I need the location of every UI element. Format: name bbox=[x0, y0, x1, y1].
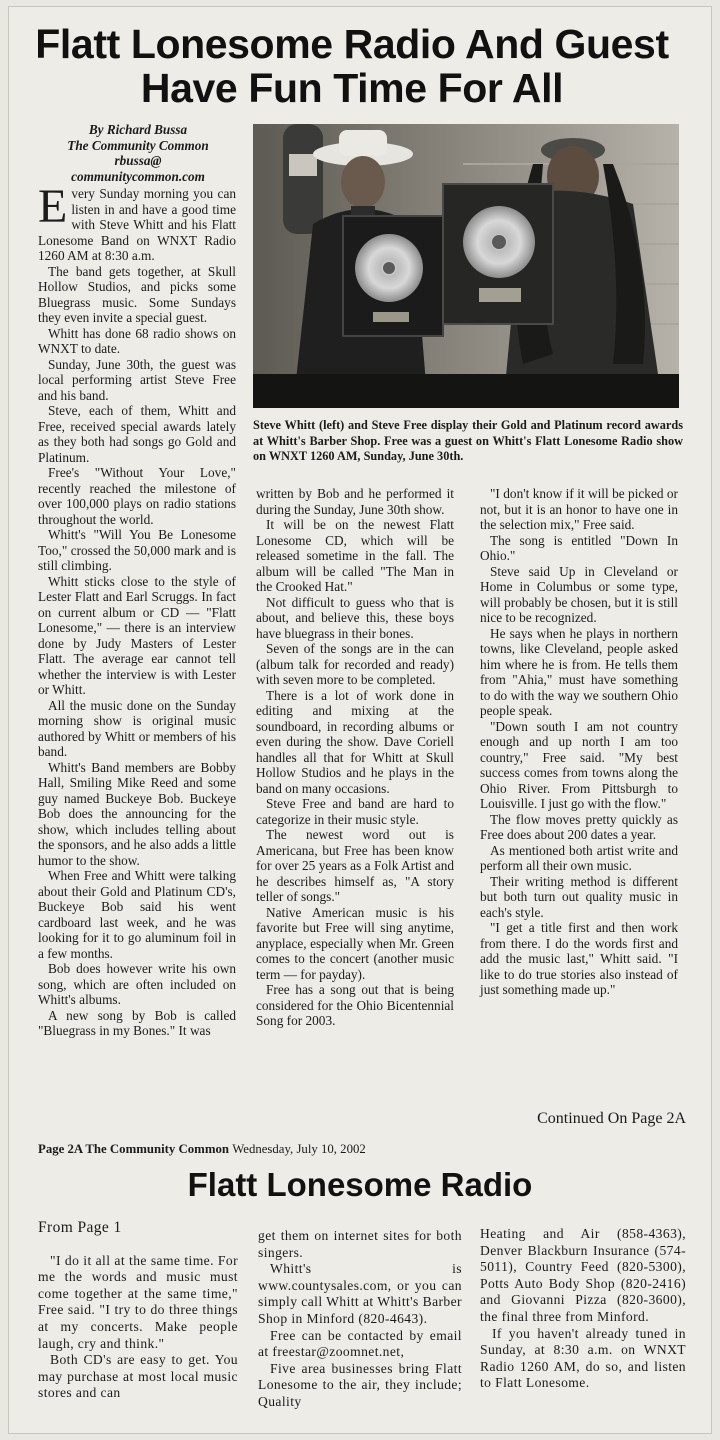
photo-illustration bbox=[253, 124, 679, 408]
article-column-2 bbox=[256, 486, 454, 1029]
footer-date: Wednesday, July 10, 2002 bbox=[232, 1142, 366, 1156]
paragraph: All the music done on the Sunday morning show is original music authored by Whitt or members of his band. bbox=[38, 697, 236, 759]
paragraph: Steve, each of them, Whitt and Free, received special awards lately as they both had songs go Gold and Platinum. bbox=[38, 403, 236, 465]
continuation-column-3 bbox=[480, 1226, 686, 1392]
continuation-column-1 bbox=[38, 1220, 238, 1402]
paragraph: Steve Free and band are hard to categorize in their music style. bbox=[256, 796, 454, 827]
paragraph: Whitt's is www.countysales.com, or you can simply call Whitt at Whitt's Barber Shop in Minford (820-4643). bbox=[258, 1261, 462, 1326]
headline: Flatt Lonesome Radio And Guest Have Fun Time For All bbox=[35, 21, 669, 111]
photo-caption: Steve Whitt (left) and Steve Free display their Gold and Platinum record awards at Whitt's Barber Shop. Free was a guest on Whitt's Flatt Lonesome Radio show on WNXT 1260 AM, Sunday, June 30th. bbox=[253, 418, 683, 464]
paragraph: "I do it all at the same time. For me the words and music must come together at the same time," Free said. "I try to do three things at my concerts. Make people laugh, cry and think." bbox=[38, 1252, 238, 1351]
paragraph: A new song by Bob is called "Bluegrass in my Bones." It was bbox=[38, 1007, 236, 1038]
paragraph: There is a lot of work done in editing and mixing at the soundboard, in recording albums or even during the show. Dave Coriell handles all that for Whitt at Skull Hollow Studios and he plays in the band on many occasions. bbox=[256, 687, 454, 796]
from-page-label: From Page 1 bbox=[38, 1219, 122, 1236]
paragraph: Free's "Without Your Love," recently reached the milestone of over 100,000 plays on radio stations throughout the world. bbox=[38, 465, 236, 527]
paragraph: If you haven't already tuned in Sunday, at 8:30 a.m. on WNXT Radio 1260 AM, do so, and listen to Flatt Lonesome. bbox=[480, 1325, 686, 1391]
paragraph: Whitt's "Will You Be Lonesome Too," crossed the 50,000 mark and is still climbing. bbox=[38, 527, 236, 573]
byline-email-domain: communitycommon.com bbox=[71, 168, 205, 184]
paragraph: The song is entitled "Down In Ohio." bbox=[480, 532, 678, 563]
paragraph: Free can be contacted by email at freestar@zoomnet.net, bbox=[258, 1327, 462, 1360]
paragraph: "I don't know if it will be picked or not, but it is an honor to have one in the selection mix," Free said. bbox=[480, 486, 678, 532]
paragraph: Free has a song out that is being considered for the Ohio Bicentennial Song for 2003. bbox=[256, 982, 454, 1028]
paragraph: Steve said Up in Cleveland or Home in Columbus or some type, will probably be chosen, but it is still nice to be recognized. bbox=[480, 563, 678, 625]
paragraph: As mentioned both artist write and perform all their own music. bbox=[480, 842, 678, 873]
byline-paper: The Community Common bbox=[67, 137, 209, 153]
paragraph: Sunday, June 30th, the guest was local performing artist Steve Free and his band. bbox=[38, 356, 236, 403]
paragraph: Bob does however write his own song, which are often included on Whitt's albums. bbox=[38, 961, 236, 1007]
paragraph: Whitt sticks close to the style of Lester Flatt and Earl Scruggs. In fact on current album or CD — "Flatt Lonesome," — there is an interview done by Judy Masters of Lester Flatt. The average ear cannot tell whether the interview is with Lester or Whitt. bbox=[38, 573, 236, 697]
paragraph: It will be on the newest Flatt Lonesome CD, which will be released sometime in the fall. The album will be called "The Man in the Crooked Hat." bbox=[256, 517, 454, 594]
paragraph: When Free and Whitt were talking about their Gold and Platinum CD's, Buckeye Bob said his went cardboard last week, and he was looking for it to go aluminum foil in a few months. bbox=[38, 868, 236, 961]
paragraph: Every Sunday morning you can listen in and have a good time with Steve Whitt and his Flatt Lonesome Band on WNXT Radio 1260 AM at 8:30 a.m. bbox=[38, 180, 236, 263]
paragraph: The flow moves pretty quickly as Free does about 200 dates a year. bbox=[480, 811, 678, 842]
paragraph: Native American music is his favorite but Free will sing anytime, anyplace, especially when Mr. Green comes to the concert (another music term — for payday). bbox=[256, 904, 454, 982]
paragraph: Both CD's are easy to get. You may purchase at most local music stores and can bbox=[38, 1352, 238, 1401]
paragraph: Not difficult to guess who that is about, and believe this, these boys have bluegrass in their bones. bbox=[256, 594, 454, 641]
paragraph: Their writing method is different but both turn out quality music in each's style. bbox=[480, 873, 678, 920]
continued-on-page: Continued On Page 2A bbox=[537, 1110, 686, 1127]
article-column-1 bbox=[38, 180, 236, 1039]
paragraph: written by Bob and he performed it during the Sunday, June 30th show. bbox=[256, 486, 454, 517]
paragraph: Heating and Air (858-4363), Denver Blackburn Insurance (574-5011), Country Feed (820-5300), Potts Auto Body Shop (820-2416) and Giovanni Pizza (820-3600), the final three from Minford. bbox=[480, 1226, 686, 1324]
byline-author: By Richard Bussa bbox=[88, 122, 188, 137]
byline-email-user: rbussa@ bbox=[114, 153, 162, 168]
paragraph: Whitt's Band members are Bobby Hall, Smiling Mike Reed and some guy named Buckeye Bob. Buckeye Bob does the announcing for the show, which includes telling about the sponsors, and he also adds a little humor to the show. bbox=[38, 759, 236, 868]
continuation-column-2 bbox=[258, 1228, 462, 1411]
paragraph: The band gets together, at Skull Hollow Studios, and picks some Bluegrass music. Some Sundays they even invite a special guest. bbox=[38, 263, 236, 325]
page-footer bbox=[38, 1142, 698, 1157]
paragraph: Seven of the songs are in the can (album talk for recorded and ready) with seven more to be completed. bbox=[256, 641, 454, 687]
paragraph: The newest word out is Americana, but Free has been know for over 25 years as a Folk Artist and he describes himself as, "A story teller of songs." bbox=[256, 827, 454, 904]
paragraph: get them on internet sites for both singers. bbox=[258, 1228, 462, 1260]
continuation-headline: Flatt Lonesome Radio bbox=[187, 1166, 533, 1203]
paragraph: "Down south I am not country enough and up north I am too country," Free said. "My best success comes from towns along the Ohio River. From Pittsburgh to Louisville. I just go with the flow." bbox=[480, 718, 678, 811]
article-column-3 bbox=[480, 486, 678, 998]
paragraph: "I get a title first and then work from there. I do the words first and add the music last," Whitt said. "I like to do true stories also instead of just something made up." bbox=[480, 920, 678, 997]
footer-page: Page 2A The Community Common bbox=[38, 1142, 230, 1156]
photo-record-awards bbox=[253, 124, 679, 408]
paragraph: Five area businesses bring Flatt Lonesome to the air, they include; Quality bbox=[258, 1360, 462, 1409]
byline bbox=[38, 122, 238, 184]
dropcap: E bbox=[38, 180, 68, 233]
paragraph: Whitt has done 68 radio shows on WNXT to date. bbox=[38, 325, 236, 356]
paragraph: He says when he plays in northern towns, like Cleveland, people asked him where he is from. He tells them from "Ahia," must have something to do with the way we southern Ohio people speak. bbox=[480, 625, 678, 718]
